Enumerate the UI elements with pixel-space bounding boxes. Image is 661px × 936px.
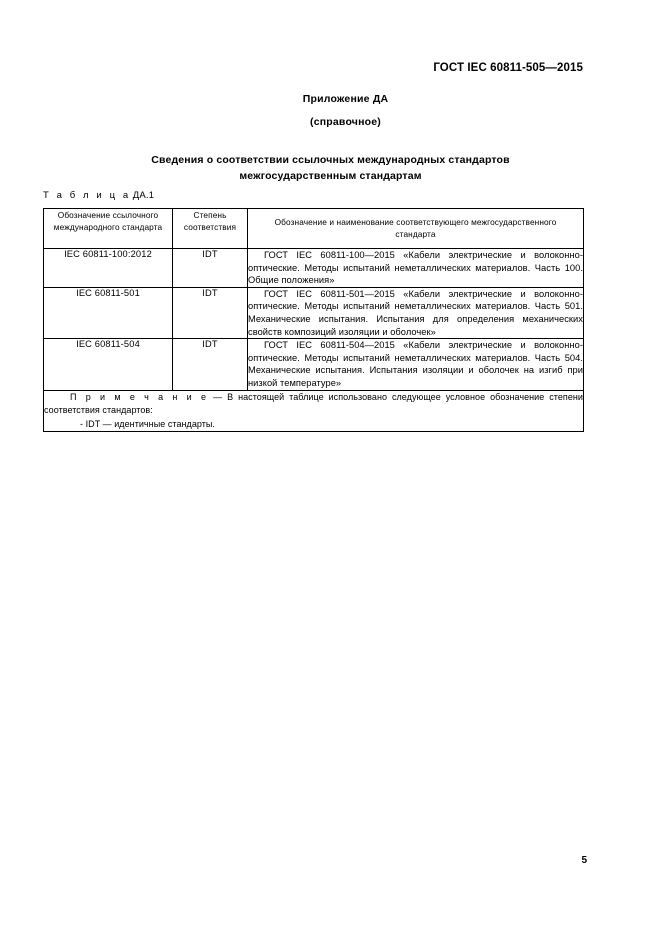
table-note-body: — В настоящей таблице использовано следующее условное обозначение степени соответствия стандартов: (44, 391, 583, 415)
cell-reference-standard: IEC 60811-501 (44, 287, 173, 338)
table-header-reference-standard-line1: Обозначение ссылочного (57, 210, 159, 220)
cell-conformity-degree: IDT (173, 249, 248, 288)
page-number: 5 (581, 855, 587, 866)
conformity-table (43, 208, 584, 432)
table-header-interstate-standard-line1: Обозначение и наименование соответствующего межгосударственного (274, 217, 557, 227)
table-note-row (44, 390, 584, 432)
table-header-conformity-degree-line1: Степень (193, 210, 227, 220)
cell-conformity-degree: IDT (173, 339, 248, 390)
cell-interstate-standard: ГОСТ IEC 60811-501—2015 «Кабели электрические и волоконно-оптические. Методы испытаний неметаллических материалов. Часть 501. Механические испытания. Испытания для определения механических свойств композиций изоляции и оболочек» (248, 287, 584, 338)
table-note-item: - IDT — идентичные стандарты. (80, 418, 215, 429)
running-head-standard-number: ГОСТ IEC 60811-505—2015 (433, 62, 583, 74)
table-header-conformity-degree (173, 209, 248, 249)
cell-reference-standard: IEC 60811-504 (44, 339, 173, 390)
cell-reference-standard: IEC 60811-100:2012 (44, 249, 173, 288)
annex-heading-block (0, 93, 661, 128)
table-header-interstate-standard (248, 209, 584, 249)
table-note-paragraph (44, 391, 583, 417)
table-header-conformity-degree-line2: соответствия (183, 222, 237, 232)
annex-subtitle: (справочное) (310, 116, 381, 128)
cell-interstate-standard: ГОСТ IEC 60811-100—2015 «Кабели электрические и волоконно-оптические. Методы испытаний неметаллических материалов. Часть 100. Общие положения» (248, 249, 584, 288)
table-note (44, 390, 584, 432)
table-header-row (44, 209, 584, 249)
table-header-reference-standard-line2: международного стандарта (53, 222, 163, 232)
cell-conformity-degree: IDT (173, 287, 248, 338)
table-note-label: П р и м е ч а н и е (70, 391, 209, 402)
table-caption (43, 190, 154, 201)
page-title (0, 152, 661, 184)
table-header-reference-standard (44, 209, 173, 249)
table-row (44, 287, 584, 338)
table-header-interstate-standard-line2: стандарта (395, 229, 436, 239)
page-title-line2: межгосударственным стандартам (239, 170, 422, 182)
table-caption-number: ДА.1 (132, 190, 155, 201)
table-row (44, 249, 584, 288)
table-row (44, 339, 584, 390)
cell-interstate-standard: ГОСТ IEC 60811-504—2015 «Кабели электрические и волоконно-оптические. Методы испытаний неметаллических материалов. Часть 504. Механические испытания. Испытания изоляции и оболочек на изгиб при низкой температуре» (248, 339, 584, 390)
page-title-line1: Сведения о соответствии ссылочных международных стандартов (151, 154, 510, 166)
table-caption-label: Т а б л и ц а (43, 190, 131, 201)
conformity-table-wrapper (43, 208, 583, 432)
annex-title: Приложение ДА (302, 93, 389, 105)
